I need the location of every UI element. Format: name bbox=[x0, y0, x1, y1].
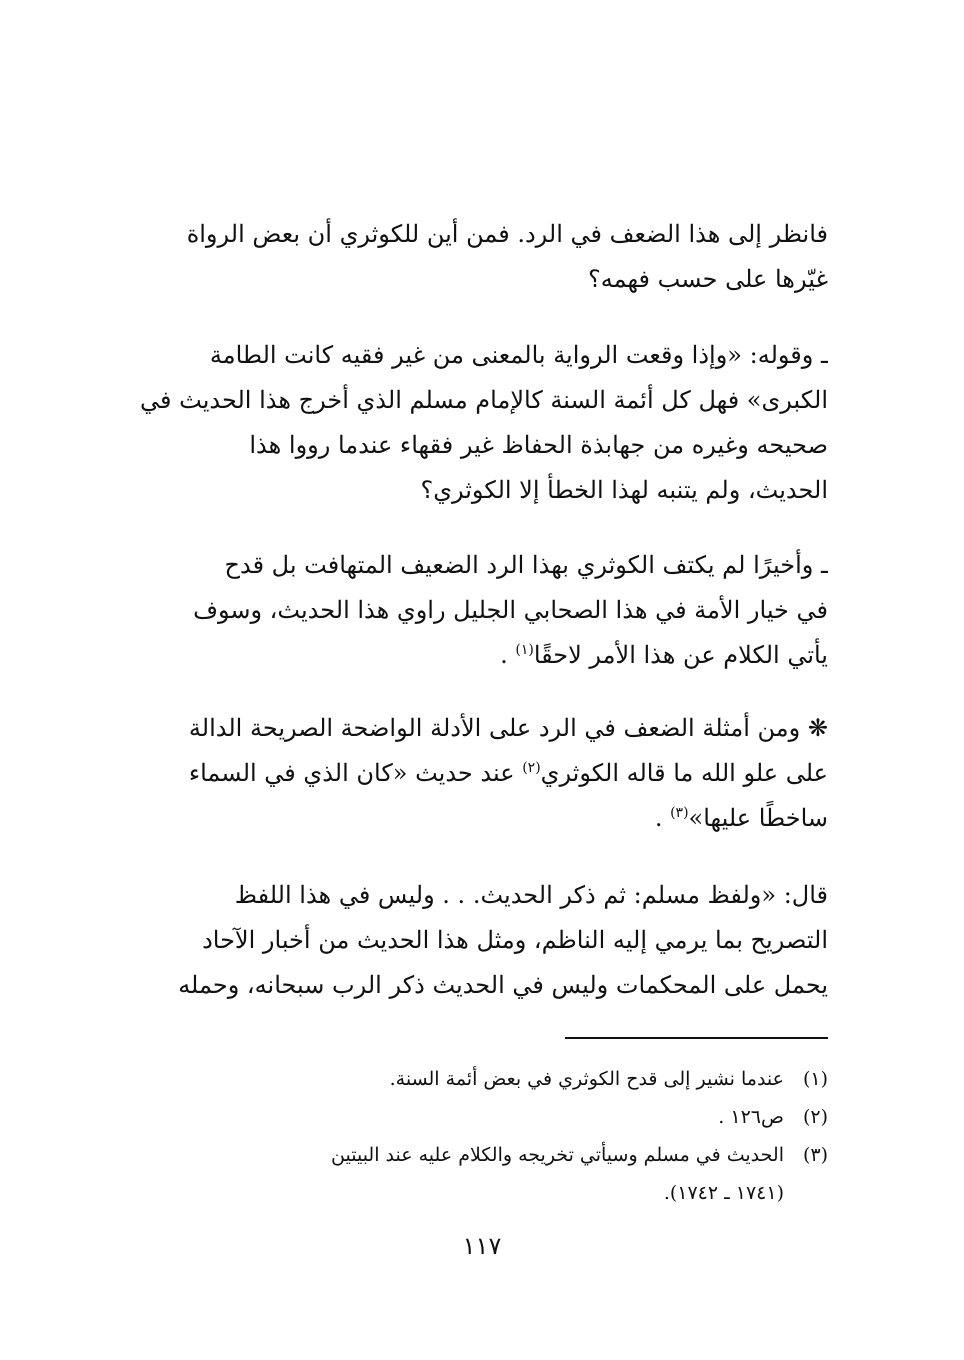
text-line bbox=[136, 796, 828, 841]
text-line: ـ وقوله: «وإذا وقعت الرواية بالمعنى من غير فقيه كانت الطامة bbox=[209, 341, 828, 369]
footnote-line: عندما نشير إلى قدح الكوثري في بعض أئمة السنة. bbox=[389, 1068, 784, 1090]
footnote-line: (١٧٤١ ـ ١٧٤٢). bbox=[663, 1182, 784, 1204]
text-segment: . bbox=[654, 804, 671, 832]
text-line bbox=[136, 633, 828, 678]
paragraph-5 bbox=[136, 873, 828, 1008]
page-number: ١١٧ bbox=[462, 1232, 502, 1260]
footnote-number: (٢) bbox=[802, 1106, 828, 1128]
paragraph-4 bbox=[136, 706, 828, 841]
footnote-text bbox=[136, 1098, 784, 1136]
footnote-separator bbox=[565, 1037, 828, 1039]
footnote-line: الحديث في مسلم وسيأتي تخريجه والكلام عليه عند البيتين bbox=[331, 1144, 784, 1166]
footnotes bbox=[136, 1060, 828, 1212]
text-line: يحمل على المحكمات وليس في الحديث ذكر الرب سبحانه، وحمله bbox=[178, 971, 828, 999]
text-line: الحديث، ولم يتنبه لهذا الخطأ إلا الكوثري؟ bbox=[420, 476, 828, 504]
text-line: الكبرى» فهل كل أئمة السنة كالإمام مسلم الذي أخرج هذا الحديث في bbox=[140, 386, 828, 414]
text-line bbox=[136, 751, 828, 796]
text-segment: . bbox=[500, 641, 516, 669]
footnote-text bbox=[136, 1136, 784, 1212]
text-line: صحيحه وغيره من جهابذة الحفاظ غير فقهاء عندما رووا هذا bbox=[249, 431, 828, 459]
footnote-text bbox=[136, 1060, 784, 1098]
text-line: التصريح بما يرمي إليه الناظم، ومثل هذا الحديث من أخبار الآحاد bbox=[202, 926, 828, 954]
footnote-ref-2[interactable]: (٢) bbox=[522, 760, 541, 776]
text-segment: على علو الله ما قاله الكوثري bbox=[540, 759, 828, 787]
paragraph-2 bbox=[136, 333, 828, 513]
paragraph-1 bbox=[136, 212, 828, 302]
text-line: ❋ ومن أمثلة الضعف في الرد على الأدلة الواضحة الصريحة الدالة bbox=[188, 714, 828, 742]
footnote-1 bbox=[136, 1060, 828, 1098]
text-line: قال: «ولفظ مسلم: ثم ذكر الحديث. . . وليس في هذا اللفظ bbox=[234, 881, 828, 909]
paragraph-3 bbox=[136, 543, 828, 678]
footnote-line: ص١٢٦ . bbox=[718, 1106, 784, 1128]
footnote-2 bbox=[136, 1098, 828, 1136]
footnote-number: (١) bbox=[802, 1068, 828, 1090]
text-line: غيّرها على حسب فهمه؟ bbox=[588, 265, 828, 293]
text-segment: ساخطًا عليها» bbox=[688, 804, 828, 832]
text-segment: يأتي الكلام عن هذا الأمر لاحقًا bbox=[533, 641, 828, 669]
text-line: ـ وأخيرًا لم يكتف الكوثري بهذا الرد الضعيف المتهافت بل قدح bbox=[224, 551, 828, 579]
text-line: في خيار الأمة في هذا الصحابي الجليل راوي هذا الحديث، وسوف bbox=[193, 596, 828, 624]
footnote-ref-1[interactable]: (١) bbox=[515, 642, 534, 658]
footnote-number: (٣) bbox=[802, 1144, 828, 1166]
text-line: فانظر إلى هذا الضعف في الرد. فمن أين للكوثري أن بعض الرواة bbox=[186, 220, 828, 248]
footnote-3 bbox=[136, 1136, 828, 1212]
text-segment: عند حديث «كان الذي في السماء bbox=[188, 759, 523, 787]
footnote-ref-3[interactable]: (٣) bbox=[670, 805, 689, 821]
